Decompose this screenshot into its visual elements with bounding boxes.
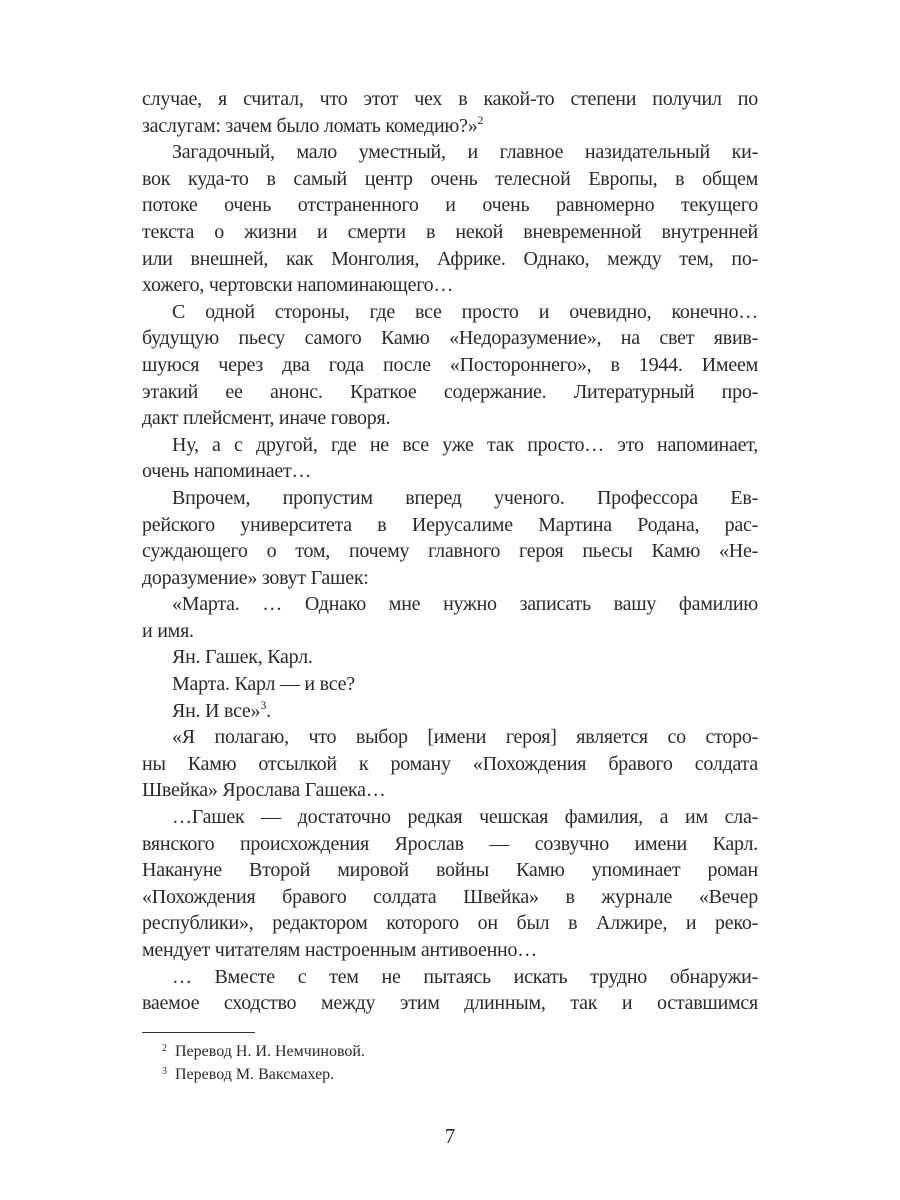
line-text: случае, я считал, что этот чех в какой-то степени получил по <box>142 88 758 110</box>
line-text: текста о жизни и смерти в некой вневременной внутренней <box>142 220 758 243</box>
line-text: будущую пьесу самого Камю «Недоразумение», на свет явив- <box>142 327 758 350</box>
line-text: мендует читателям настроенным антивоенно… <box>142 939 537 961</box>
line-text: С одной стороны, где все просто и очевидно, конечно… <box>172 300 758 323</box>
footnote-mark: 2 <box>162 1043 167 1054</box>
line-text: Впрочем, пропустим вперед ученого. Профессора Ев- <box>172 486 758 509</box>
text-line <box>142 751 758 778</box>
text-line <box>142 831 758 858</box>
text-line <box>142 644 758 671</box>
text-line <box>142 166 758 193</box>
line-text: Накануне Второй мировой войны Камю упоминает роман <box>142 859 758 882</box>
text-line <box>142 485 758 512</box>
footnote <box>162 1063 365 1086</box>
footnote <box>162 1040 365 1063</box>
text-line <box>142 86 758 113</box>
text-line <box>142 192 758 219</box>
text-line <box>142 219 758 246</box>
text-line <box>142 964 758 991</box>
text-line <box>142 113 758 140</box>
line-text: ваемое сходство между этим длинным, так и оставшимся <box>142 992 758 1015</box>
text-line <box>142 325 758 352</box>
line-text: Загадочный, мало уместный, и главное назидательный ки- <box>172 141 758 164</box>
text-line <box>142 458 758 485</box>
line-text: Ян. И все» <box>172 699 261 722</box>
line-text: «Марта. … Однако мне нужно записать вашу фамилию <box>172 593 758 616</box>
text-line <box>142 698 758 725</box>
line-text: вянского происхождения Ярослав — созвучно имени Карл. <box>142 832 758 855</box>
text-line <box>142 990 758 1017</box>
line-text: шуюся через два года после «Постороннего», в 1944. Имеем <box>142 353 758 376</box>
text-line <box>142 804 758 831</box>
line-text: доразумение» зовут Гашек: <box>142 566 369 589</box>
text-line <box>142 937 758 964</box>
line-text: ны Камю отсылкой к роману «Похождения бравого солдата <box>142 752 758 775</box>
line-text: хожего, чертовски напоминающего… <box>142 274 454 297</box>
text-line <box>142 352 758 379</box>
text-line <box>142 405 758 432</box>
text-line <box>142 618 758 645</box>
text-line <box>142 379 758 406</box>
line-text: Ну, а с другой, где не все уже так просто… это напоминает, <box>172 433 758 456</box>
text-line <box>142 671 758 698</box>
text-line <box>142 246 758 273</box>
line-text: потоке очень отстраненного и очень равномерно текущего <box>142 194 758 217</box>
text-line <box>142 565 758 592</box>
footnote-text: Перевод Н. И. Немчиновой. <box>175 1043 365 1060</box>
line-text: и имя. <box>142 619 194 642</box>
line-text: этакий ее анонс. Краткое содержание. Литературный про- <box>142 380 758 403</box>
text-line <box>142 884 758 911</box>
text-line <box>142 538 758 565</box>
text-line <box>142 299 758 326</box>
text-line <box>142 591 758 618</box>
text-line <box>142 139 758 166</box>
line-text: очень напоминает… <box>142 460 312 483</box>
line-text: республики», редактором которого он был в Алжире, и реко- <box>142 912 758 935</box>
footnote-text: Перевод М. Ваксмахер. <box>175 1066 335 1083</box>
line-text: дакт плейсмент, иначе говоря. <box>142 407 391 430</box>
footnote-reference: 2 <box>477 112 484 127</box>
footnote-reference: 3 <box>260 697 267 712</box>
text-line <box>142 910 758 937</box>
line-text: суждающего о том, почему главного героя пьесы Камю «Не- <box>142 540 758 563</box>
text-line <box>142 777 758 804</box>
text-line <box>142 432 758 459</box>
line-text: рейского университета в Иерусалиме Мартина Родана, рас- <box>142 513 758 536</box>
text-line <box>142 272 758 299</box>
line-text: заслугам: зачем было ломать комедию?» <box>142 114 478 137</box>
line-text: Ян. Гашек, Карл. <box>172 646 313 669</box>
line-text: «Я полагаю, что выбор [имени героя] является со сторо- <box>172 726 758 749</box>
text-line <box>142 857 758 884</box>
footnotes <box>162 1040 365 1086</box>
line-text: «Похождения бравого солдата Швейка» в журнале «Вечер <box>142 885 758 908</box>
line-text: вок куда-то в самый центр очень телесной Европы, в общем <box>142 167 758 190</box>
line-text: Марта. Карл — и все? <box>172 673 355 696</box>
text-line <box>142 512 758 539</box>
text-line <box>142 724 758 751</box>
line-text-tail: . <box>266 699 271 722</box>
line-text: Швейка» Ярослава Гашека… <box>142 779 386 802</box>
footnote-divider <box>142 1032 255 1033</box>
footnote-mark: 3 <box>162 1066 167 1077</box>
page-number: 7 <box>444 1124 456 1148</box>
line-text: или внешней, как Монголия, Африке. Однако, между тем, по- <box>142 247 758 270</box>
body-text <box>142 86 758 1017</box>
line-text: … Вместе с тем не пытаясь искать трудно обнаружи- <box>172 965 758 988</box>
line-text: …Гашек — достаточно редкая чешская фамилия, а им сла- <box>172 806 758 829</box>
